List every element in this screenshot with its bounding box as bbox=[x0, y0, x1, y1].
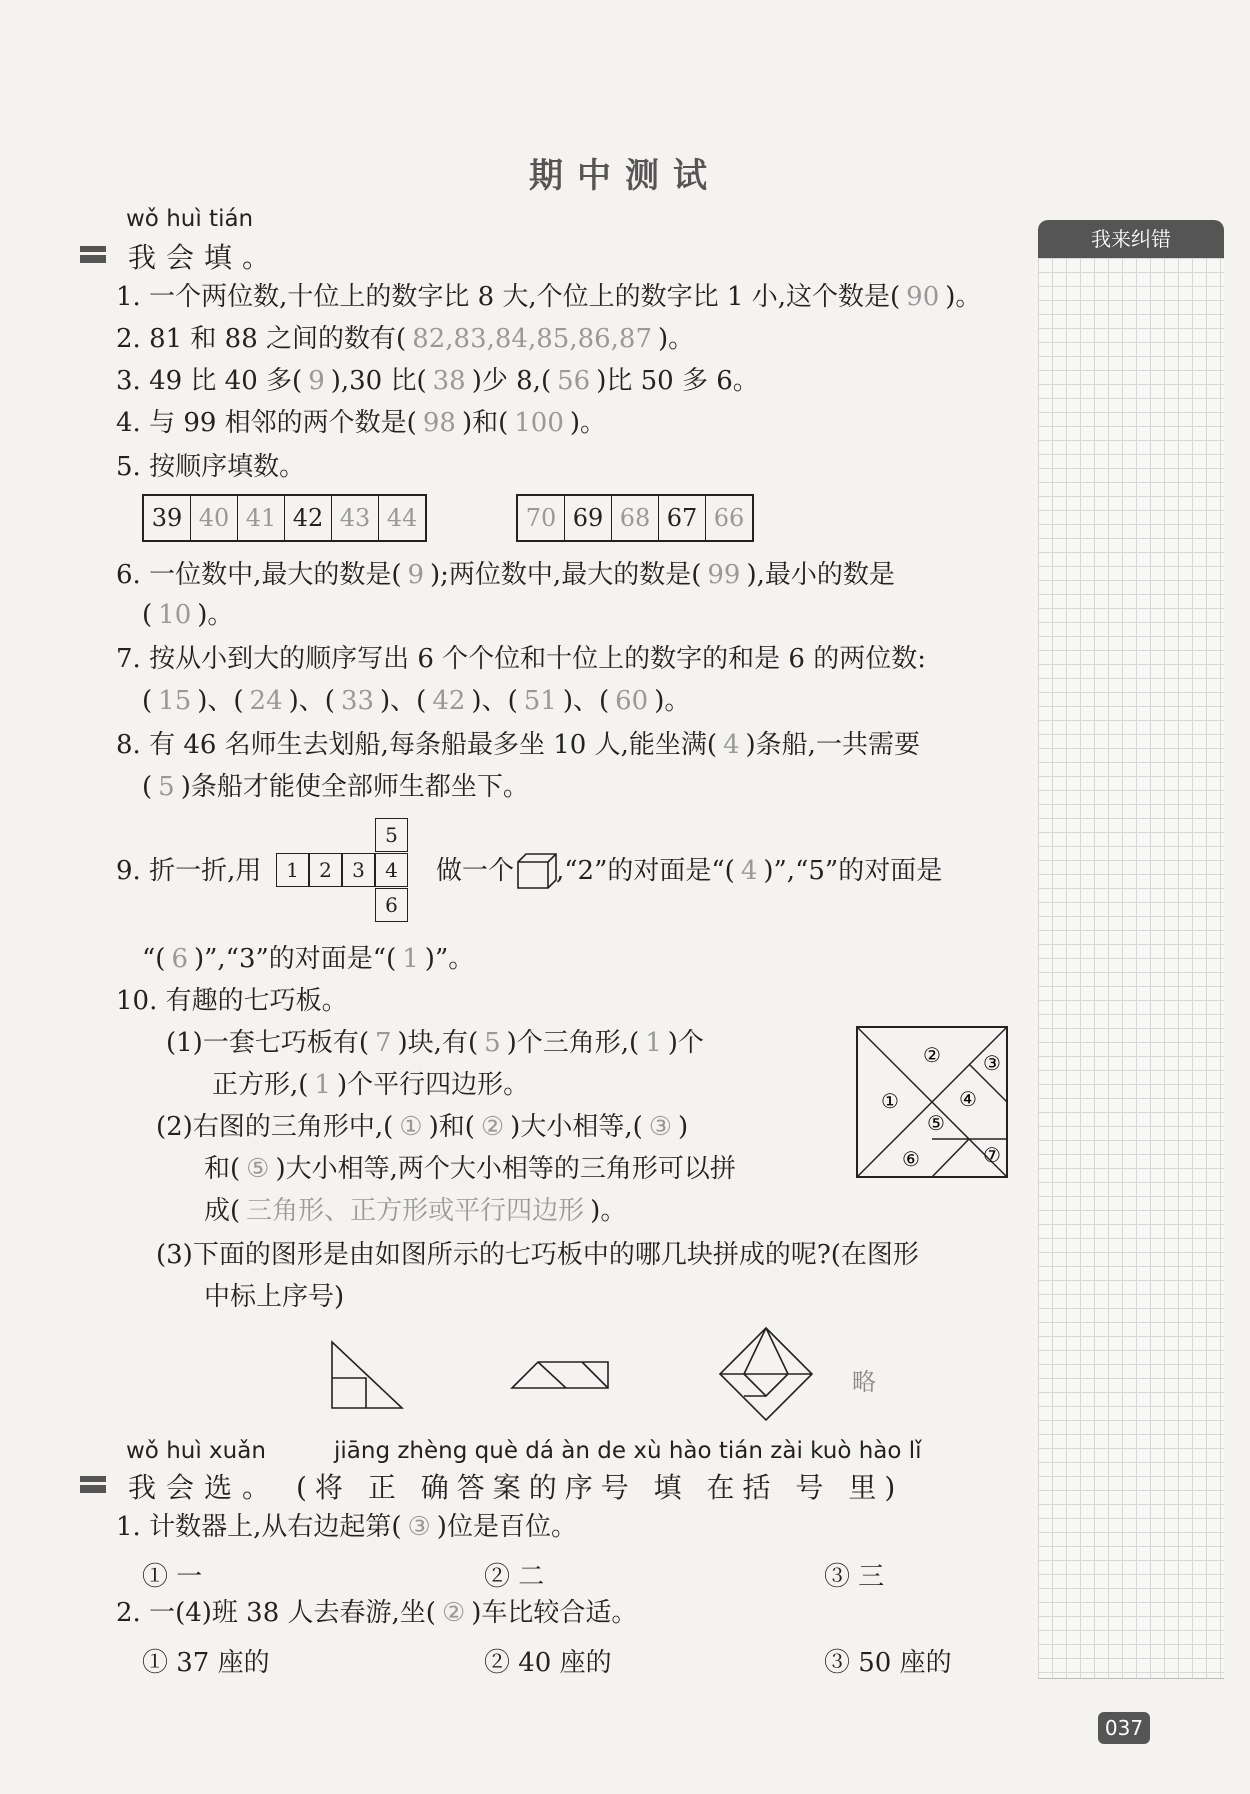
question-5: 5. 按顺序填数。 bbox=[116, 452, 306, 482]
option: ① 37 座的 bbox=[142, 1648, 270, 1678]
correction-grid[interactable] bbox=[1038, 258, 1224, 1679]
number-cell: 70 bbox=[518, 496, 565, 540]
page-title: 期中测试 bbox=[529, 156, 721, 196]
number-cell: 42 bbox=[285, 496, 332, 540]
question-7-answers: ( 15 )、( 24 )、( 33 )、( 42 )、( 51 )、( 60 )。 bbox=[142, 686, 691, 716]
omitted-note: 略 bbox=[852, 1368, 876, 1396]
net-cell: 3 bbox=[342, 853, 375, 887]
tangram-label: ⑥ bbox=[902, 1147, 920, 1171]
shape-parallelogram bbox=[510, 1360, 610, 1390]
cube-icon bbox=[516, 852, 558, 890]
tangram-label: ⑤ bbox=[927, 1111, 945, 1135]
question-4: 4. 与 99 相邻的两个数是( 98 )和( 100 )。 bbox=[116, 408, 607, 438]
option: ② 40 座的 bbox=[484, 1648, 612, 1678]
number-row-1 bbox=[142, 494, 427, 542]
net-cell: 6 bbox=[375, 888, 408, 922]
shape-triangle bbox=[330, 1340, 404, 1410]
option: ② 二 bbox=[484, 1562, 545, 1592]
question-10-1-cont: 正方形,( 1 )个平行四边形。 bbox=[212, 1070, 530, 1100]
number-cell: 68 bbox=[612, 496, 659, 540]
section2-marker-icon bbox=[80, 1476, 106, 1493]
net-cell: 4 bbox=[375, 853, 408, 887]
number-cell: 67 bbox=[659, 496, 706, 540]
number-cell: 39 bbox=[144, 496, 191, 540]
tangram-figure bbox=[856, 1026, 1008, 1178]
question-10-3-cont: 中标上序号) bbox=[204, 1282, 345, 1312]
answer: 82,83,84,85,86,87 bbox=[412, 324, 653, 354]
number-cell: 41 bbox=[238, 496, 285, 540]
question-1: 1. 一个两位数,十位上的数字比 8 大,个位上的数字比 1 小,这个数是( 90 )。 bbox=[116, 282, 982, 312]
question-7: 7. 按从小到大的顺序写出 6 个个位和十位上的数字的和是 6 的两位数: bbox=[116, 644, 926, 674]
tangram-label: ④ bbox=[959, 1087, 977, 1111]
question-10-3: (3)下面的图形是由如图所示的七巧板中的哪几块拼成的呢?(在图形 bbox=[156, 1240, 919, 1270]
net-cell: 5 bbox=[375, 818, 408, 852]
net-cell: 1 bbox=[276, 853, 309, 887]
question-9-cont: “( 6 )”,“3”的对面是“( 1 )”。 bbox=[142, 944, 475, 974]
question-10: 10. 有趣的七巧板。 bbox=[116, 986, 348, 1016]
question-3: 3. 49 比 40 多( 9 ),30 比( 38 )少 8,( 56 )比 50 多 6。 bbox=[116, 366, 759, 396]
question-9-label: 9. 折一折,用 bbox=[116, 856, 262, 886]
question-10-2-cont: 和( ⑤ )大小相等,两个大小相等的三角形可以拼 bbox=[204, 1154, 736, 1184]
number-cell: 43 bbox=[332, 496, 379, 540]
option: ① 一 bbox=[142, 1562, 203, 1592]
option: ③ 三 bbox=[824, 1562, 885, 1592]
question-10-1: (1)一套七巧板有( 7 )块,有( 5 )个三角形,( 1 )个 bbox=[166, 1028, 704, 1058]
number-cell: 40 bbox=[191, 496, 238, 540]
number-cell: 66 bbox=[713, 504, 745, 532]
page-number: 037 bbox=[1098, 1712, 1150, 1744]
net-cell: 2 bbox=[309, 853, 342, 887]
section2-pinyin: wǒ huì xuǎn bbox=[126, 1438, 266, 1464]
question-6: 6. 一位数中,最大的数是( 9 );两位数中,最大的数是( 99 ),最小的数是 bbox=[116, 560, 895, 590]
tangram-label: ② bbox=[923, 1043, 941, 1067]
section2-instruction: (将 正 确答案的序号 填 在括 号 里) bbox=[296, 1471, 904, 1504]
section2-pinyin-paren: jiāng zhèng què dá àn de xù hào tián zài kuò hào lǐ bbox=[334, 1438, 922, 1464]
choice-question-2: 2. 一(4)班 38 人去春游,坐( ② )车比较合适。 bbox=[116, 1598, 638, 1628]
shape-house bbox=[718, 1326, 814, 1422]
tangram-label: ⑦ bbox=[983, 1143, 1001, 1167]
cube-net bbox=[276, 818, 416, 926]
section2-title: 我会选。 bbox=[128, 1471, 281, 1504]
question-8: 8. 有 46 名师生去划船,每条船最多坐 10 人,能坐满( 4 )条船,一共需要 bbox=[116, 730, 920, 760]
question-9-rest: ,“2”的对面是“( 4 )”,“5”的对面是 bbox=[556, 856, 943, 886]
answer: 90 bbox=[906, 282, 940, 312]
question-9-make: 做一个 bbox=[436, 856, 515, 886]
tangram-label: ① bbox=[881, 1089, 899, 1113]
section1-title: 我会填。 bbox=[128, 241, 281, 274]
correction-header: 我来纠错 bbox=[1038, 220, 1224, 258]
question-10-2: (2)右图的三角形中,( ① )和( ② )大小相等,( ③ ) bbox=[156, 1112, 689, 1142]
number-cell: 69 bbox=[565, 496, 612, 540]
question-10-2-cont2: 成( 三角形、正方形或平行四边形 )。 bbox=[204, 1196, 627, 1226]
tangram-label: ③ bbox=[983, 1051, 1001, 1075]
choice-question-1: 1. 计数器上,从右边起第( ③ )位是百位。 bbox=[116, 1512, 577, 1542]
option: ③ 50 座的 bbox=[824, 1648, 952, 1678]
question-6-cont: ( 10 )。 bbox=[142, 600, 234, 630]
section1-pinyin: wǒ huì tián bbox=[126, 206, 254, 232]
number-cell: 44 bbox=[386, 504, 418, 532]
section1-marker-icon bbox=[80, 246, 106, 263]
number-row-2 bbox=[516, 494, 754, 542]
question-2: 2. 81 和 88 之间的数有( 82,83,84,85,86,87 )。 bbox=[116, 324, 695, 354]
question-8-cont: ( 5 )条船才能使全部师生都坐下。 bbox=[142, 772, 529, 802]
